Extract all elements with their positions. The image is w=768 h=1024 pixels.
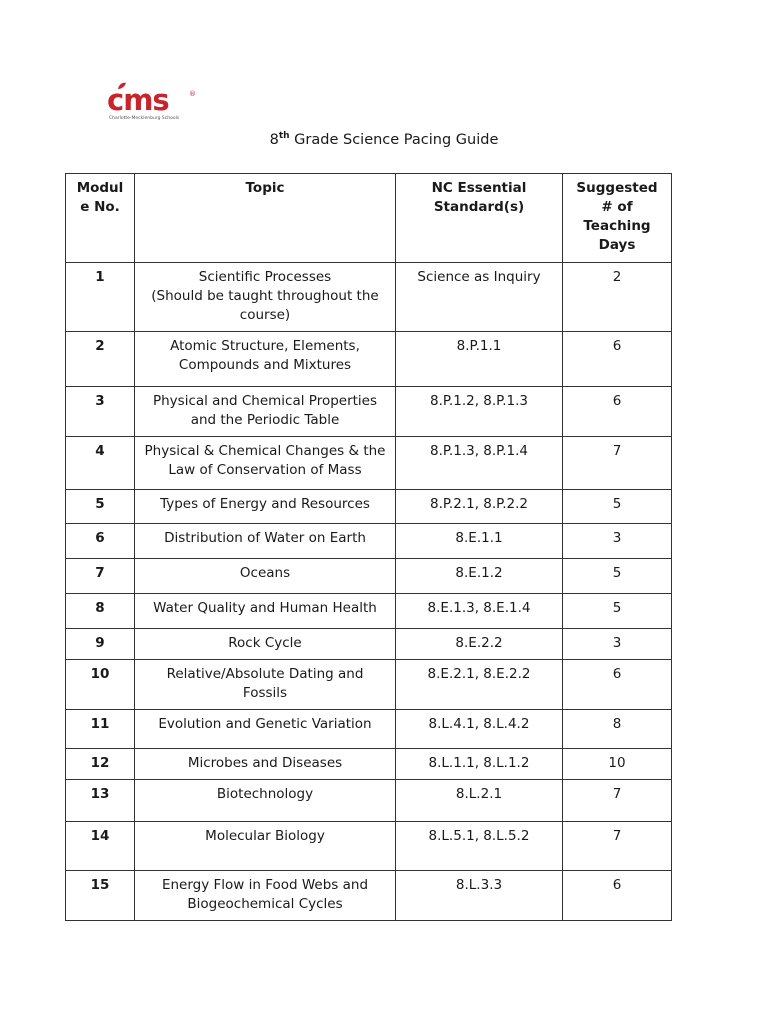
topic-cell: Distribution of Water on Earth — [135, 524, 396, 559]
standard-cell: 8.E.1.1 — [396, 524, 563, 559]
table-header-row — [66, 174, 672, 263]
module-number-cell: 4 — [66, 437, 135, 490]
teaching-days-cell: 3 — [563, 524, 672, 559]
teaching-days-cell: 6 — [563, 660, 672, 710]
table-row — [66, 660, 672, 710]
topic-cell: Oceans — [135, 559, 396, 594]
standard-cell: 8.L.2.1 — [396, 780, 563, 822]
standard-cell: Science as Inquiry — [396, 263, 563, 332]
module-number-cell: 2 — [66, 332, 135, 387]
teaching-days-cell: 6 — [563, 332, 672, 387]
teaching-days-cell: 7 — [563, 822, 672, 871]
standard-cell: 8.E.1.3, 8.E.1.4 — [396, 594, 563, 629]
module-number-cell: 11 — [66, 710, 135, 749]
logo-subtitle: Charlotte-Mecklenburg Schools — [109, 116, 180, 121]
module-number-cell: 6 — [66, 524, 135, 559]
module-number-cell: 13 — [66, 780, 135, 822]
topic-cell: Physical and Chemical Properties and the Periodic Table — [135, 387, 396, 437]
table-row — [66, 822, 672, 871]
module-number-cell: 8 — [66, 594, 135, 629]
teaching-days-cell: 7 — [563, 437, 672, 490]
registered-mark: ® — [189, 90, 196, 98]
cms-logo — [107, 82, 203, 126]
topic-cell: Physical & Chemical Changes & the Law of Conservation of Mass — [135, 437, 396, 490]
header-topic: Topic — [135, 174, 396, 263]
topic-cell: Water Quality and Human Health — [135, 594, 396, 629]
topic-cell: Atomic Structure, Elements, Compounds and Mixtures — [135, 332, 396, 387]
table-row — [66, 524, 672, 559]
table-row — [66, 594, 672, 629]
header-standards: NC Essential Standard(s) — [396, 174, 563, 263]
standard-cell: 8.L.1.1, 8.L.1.2 — [396, 749, 563, 780]
standard-cell: 8.P.2.1, 8.P.2.2 — [396, 490, 563, 524]
header-teaching-days: Suggested # of Teaching Days — [563, 174, 672, 263]
module-number-cell: 15 — [66, 871, 135, 921]
header-module-no: Modul e No. — [66, 174, 135, 263]
table-row — [66, 263, 672, 332]
teaching-days-cell: 10 — [563, 749, 672, 780]
teaching-days-cell: 3 — [563, 629, 672, 660]
pacing-guide-table — [65, 173, 672, 921]
module-number-cell: 3 — [66, 387, 135, 437]
page-title — [0, 132, 768, 148]
topic-cell: Energy Flow in Food Webs and Biogeochemical Cycles — [135, 871, 396, 921]
standard-cell: 8.E.2.1, 8.E.2.2 — [396, 660, 563, 710]
table-row — [66, 437, 672, 490]
standard-cell: 8.E.2.2 — [396, 629, 563, 660]
teaching-days-cell: 2 — [563, 263, 672, 332]
teaching-days-cell: 7 — [563, 780, 672, 822]
teaching-days-cell: 6 — [563, 871, 672, 921]
standard-cell: 8.P.1.2, 8.P.1.3 — [396, 387, 563, 437]
table-row — [66, 387, 672, 437]
standard-cell: 8.L.5.1, 8.L.5.2 — [396, 822, 563, 871]
topic-cell: Scientific Processes (Should be taught throughout the course) — [135, 263, 396, 332]
module-number-cell: 12 — [66, 749, 135, 780]
standard-cell: 8.L.3.3 — [396, 871, 563, 921]
module-number-cell: 5 — [66, 490, 135, 524]
table-row — [66, 871, 672, 921]
title-text: Grade Science Pacing Guide — [289, 132, 499, 148]
table-row — [66, 559, 672, 594]
title-grade-number: 8 — [269, 132, 279, 148]
standard-cell: 8.E.1.2 — [396, 559, 563, 594]
table-row — [66, 490, 672, 524]
standard-cell: 8.L.4.1, 8.L.4.2 — [396, 710, 563, 749]
logo-wordmark: cms — [107, 83, 169, 117]
table-body — [66, 263, 672, 921]
teaching-days-cell: 6 — [563, 387, 672, 437]
table-row — [66, 749, 672, 780]
topic-cell: Types of Energy and Resources — [135, 490, 396, 524]
teaching-days-cell: 5 — [563, 559, 672, 594]
topic-cell: Rock Cycle — [135, 629, 396, 660]
topic-cell: Relative/Absolute Dating and Fossils — [135, 660, 396, 710]
topic-cell: Biotechnology — [135, 780, 396, 822]
table-row — [66, 780, 672, 822]
topic-cell: Molecular Biology — [135, 822, 396, 871]
module-number-cell: 9 — [66, 629, 135, 660]
teaching-days-cell: 8 — [563, 710, 672, 749]
module-number-cell: 7 — [66, 559, 135, 594]
module-number-cell: 1 — [66, 263, 135, 332]
module-number-cell: 10 — [66, 660, 135, 710]
table-row — [66, 710, 672, 749]
table-row — [66, 332, 672, 387]
teaching-days-cell: 5 — [563, 594, 672, 629]
module-number-cell: 14 — [66, 822, 135, 871]
standard-cell: 8.P.1.3, 8.P.1.4 — [396, 437, 563, 490]
title-grade-suffix: th — [278, 131, 290, 142]
standard-cell: 8.P.1.1 — [396, 332, 563, 387]
teaching-days-cell: 5 — [563, 490, 672, 524]
topic-cell: Evolution and Genetic Variation — [135, 710, 396, 749]
topic-cell: Microbes and Diseases — [135, 749, 396, 780]
table-row — [66, 629, 672, 660]
